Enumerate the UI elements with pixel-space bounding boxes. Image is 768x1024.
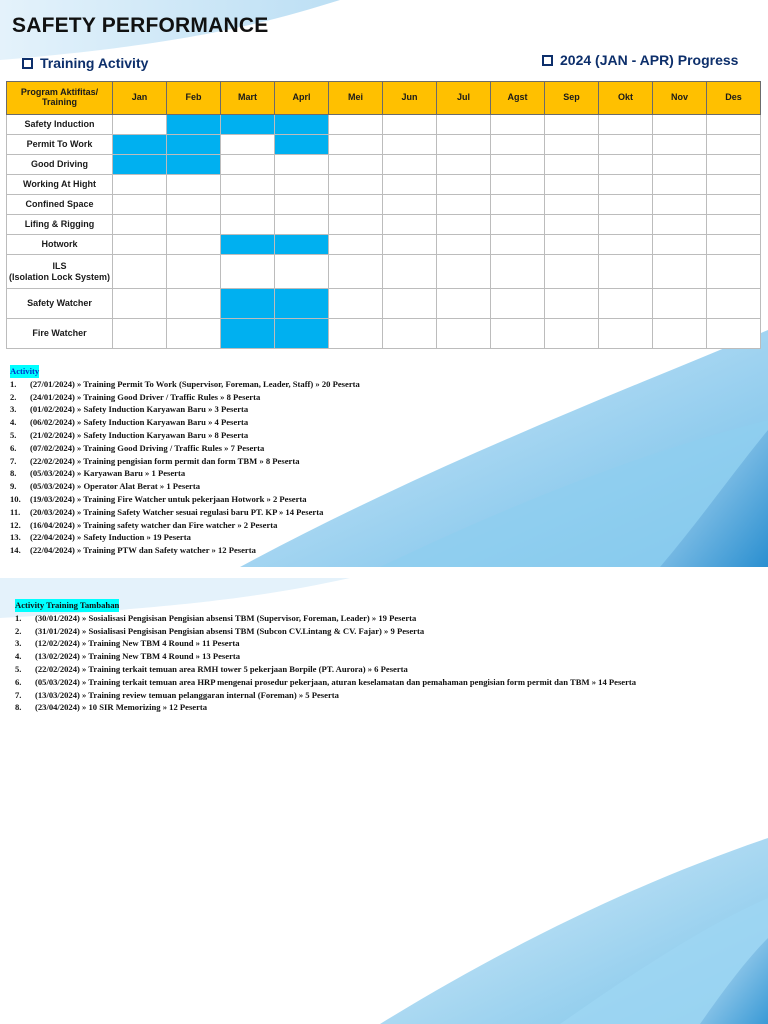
schedule-cell xyxy=(599,195,653,215)
row-label: Working At Hight xyxy=(7,175,113,195)
schedule-cell xyxy=(707,215,761,235)
schedule-cell xyxy=(221,115,275,135)
schedule-cell xyxy=(491,215,545,235)
activity-heading: Activity xyxy=(10,366,40,376)
activity-list xyxy=(10,365,750,557)
schedule-cell xyxy=(653,115,707,135)
list-item: 14. (22/04/2024) » Training PTW dan Safety watcher » 12 Peserta xyxy=(10,545,256,556)
page-title: SAFETY PERFORMANCE xyxy=(12,14,269,37)
schedule-cell xyxy=(653,155,707,175)
schedule-cell xyxy=(167,319,221,349)
list-item: 8. (05/03/2024) » Karyawan Baru » 1 Peserta xyxy=(10,468,186,479)
list-item: 6. (07/02/2024) » Training Good Driving / Traffic Rules » 7 Peserta xyxy=(10,442,265,453)
schedule-cell xyxy=(113,195,167,215)
schedule-cell xyxy=(383,255,437,289)
schedule-cell xyxy=(329,215,383,235)
schedule-cell xyxy=(167,215,221,235)
schedule-cell xyxy=(221,155,275,175)
row-label: ILS (Isolation Lock System) xyxy=(7,255,113,289)
schedule-cell xyxy=(599,235,653,255)
table-row xyxy=(7,175,761,195)
row-label: Good Driving xyxy=(7,155,113,175)
schedule-cell xyxy=(707,155,761,175)
schedule-cell xyxy=(491,155,545,175)
schedule-cell xyxy=(437,215,491,235)
schedule-cell xyxy=(221,215,275,235)
schedule-cell xyxy=(275,235,329,255)
schedule-cell xyxy=(437,155,491,175)
schedule-cell xyxy=(275,319,329,349)
schedule-cell xyxy=(167,175,221,195)
schedule-cell xyxy=(545,289,599,319)
list-item: 11. (20/03/2024) » Training Safety Watcher sesuai regulasi baru PT. KP » 14 Peserta xyxy=(10,506,324,517)
schedule-cell xyxy=(545,235,599,255)
schedule-cell xyxy=(707,255,761,289)
schedule-cell xyxy=(113,175,167,195)
month-header-des: Des xyxy=(707,82,761,115)
list-item: 2. (31/01/2024) » Sosialisasi Pengisisan Pengisian absensi TBM (Subcon CV.Lintang & CV. Fajar) » 9 Peserta xyxy=(15,625,425,636)
table-header-row xyxy=(7,82,761,115)
list-item: 10. (19/03/2024) » Training Fire Watcher untuk pekerjaan Hotwork » 2 Peserta xyxy=(10,493,307,504)
schedule-cell xyxy=(275,289,329,319)
table-row xyxy=(7,195,761,215)
schedule-cell xyxy=(599,175,653,195)
schedule-cell xyxy=(437,135,491,155)
schedule-cell xyxy=(329,175,383,195)
additional-activity-heading: Activity Training Tambahan xyxy=(15,600,120,610)
schedule-cell xyxy=(437,255,491,289)
schedule-cell xyxy=(491,255,545,289)
schedule-cell xyxy=(275,155,329,175)
schedule-cell xyxy=(545,195,599,215)
schedule-cell xyxy=(599,115,653,135)
list-item: 3. (01/02/2024) » Safety Induction Karyawan Baru » 3 Peserta xyxy=(10,404,249,415)
additional-activity-list xyxy=(15,599,750,714)
schedule-cell xyxy=(653,255,707,289)
schedule-cell xyxy=(383,155,437,175)
list-item: 9. (05/03/2024) » Operator Alat Berat » 1 Peserta xyxy=(10,481,201,492)
schedule-cell xyxy=(221,195,275,215)
schedule-cell xyxy=(275,115,329,135)
row-label: Safety Induction xyxy=(7,115,113,135)
row-label: Confined Space xyxy=(7,195,113,215)
table-row xyxy=(7,319,761,349)
schedule-cell xyxy=(167,235,221,255)
row-label: Fire Watcher xyxy=(7,319,113,349)
progress-heading xyxy=(542,52,738,68)
checkbox-bullet-icon xyxy=(542,55,553,66)
row-label: Safety Watcher xyxy=(7,289,113,319)
schedule-cell xyxy=(167,135,221,155)
schedule-cell xyxy=(491,175,545,195)
schedule-cell xyxy=(329,235,383,255)
schedule-cell xyxy=(653,319,707,349)
list-item: 1. (27/01/2024) » Training Permit To Work (Supervisor, Foreman, Leader, Staff) » 20 Peserta xyxy=(10,378,360,389)
schedule-cell xyxy=(221,289,275,319)
list-item: 1. (30/01/2024) » Sosialisasi Pengisisan Pengisian absensi TBM (Supervisor, Foreman, Leader) » 19 Peserta xyxy=(15,612,417,623)
list-item: 4. (13/02/2024) » Training New TBM 4 Round » 13 Peserta xyxy=(15,651,241,662)
list-item: 7. (22/02/2024) » Training pengisian form permit dan form TBM » 8 Peserta xyxy=(10,455,300,466)
list-item: 4. (06/02/2024) » Safety Induction Karyawan Baru » 4 Peserta xyxy=(10,417,249,428)
month-header-aprl: Aprl xyxy=(275,82,329,115)
schedule-cell xyxy=(329,319,383,349)
schedule-cell xyxy=(383,115,437,135)
row-label: Permit To Work xyxy=(7,135,113,155)
schedule-cell xyxy=(437,289,491,319)
schedule-cell xyxy=(383,195,437,215)
row-label: Lifing & Rigging xyxy=(7,215,113,235)
schedule-cell xyxy=(545,175,599,195)
schedule-cell xyxy=(383,215,437,235)
schedule-cell xyxy=(437,175,491,195)
list-item: 8. (23/04/2024) » 10 SIR Memorizing » 12 Peserta xyxy=(15,702,208,713)
list-item: 3. (12/02/2024) » Training New TBM 4 Round » 11 Peserta xyxy=(15,638,240,649)
schedule-cell xyxy=(545,215,599,235)
schedule-cell xyxy=(707,195,761,215)
schedule-cell xyxy=(707,289,761,319)
schedule-cell xyxy=(653,175,707,195)
schedule-cell xyxy=(491,289,545,319)
schedule-cell xyxy=(113,135,167,155)
list-item: 7. (13/03/2024) » Training review temuan pelanggaran internal (Foreman) » 5 Peserta xyxy=(15,689,339,700)
schedule-cell xyxy=(491,319,545,349)
schedule-cell xyxy=(653,135,707,155)
schedule-cell xyxy=(545,155,599,175)
month-header-sep: Sep xyxy=(545,82,599,115)
list-item: 2. (24/01/2024) » Training Good Driver / Traffic Rules » 8 Peserta xyxy=(10,391,261,402)
schedule-cell xyxy=(653,195,707,215)
month-header-okt: Okt xyxy=(599,82,653,115)
schedule-cell xyxy=(491,195,545,215)
schedule-cell xyxy=(545,319,599,349)
schedule-cell xyxy=(275,255,329,289)
training-schedule-table xyxy=(6,81,761,349)
schedule-cell xyxy=(221,135,275,155)
schedule-cell xyxy=(599,319,653,349)
schedule-cell xyxy=(491,115,545,135)
schedule-cell xyxy=(491,235,545,255)
list-item: 6. (05/03/2024) » Training terkait temuan area HRP mengenai prosedur pekerjaan, aturan keselamatan dan pemahaman pengisian form permit dan TBM » 14 Peserta xyxy=(15,676,637,687)
schedule-cell xyxy=(599,255,653,289)
table-row xyxy=(7,255,761,289)
schedule-cell xyxy=(383,135,437,155)
schedule-cell xyxy=(113,289,167,319)
schedule-cell xyxy=(707,235,761,255)
month-header-nov: Nov xyxy=(653,82,707,115)
schedule-cell xyxy=(599,215,653,235)
month-header-feb: Feb xyxy=(167,82,221,115)
progress-label: 2024 (JAN - APR) Progress xyxy=(560,52,739,68)
schedule-cell xyxy=(113,255,167,289)
schedule-cell xyxy=(437,235,491,255)
table-row xyxy=(7,155,761,175)
schedule-cell xyxy=(707,115,761,135)
row-label: Hotwork xyxy=(7,235,113,255)
schedule-cell xyxy=(491,135,545,155)
schedule-cell xyxy=(275,195,329,215)
schedule-cell xyxy=(167,115,221,135)
training-activity-label: Training Activity xyxy=(40,55,149,71)
table-row xyxy=(7,215,761,235)
list-item: 5. (22/02/2024) » Training terkait temuan area RMH tower 5 pekerjaan Borpile (PT. Aurora) » 6 Peserta xyxy=(15,663,408,674)
schedule-cell xyxy=(329,115,383,135)
table-row xyxy=(7,135,761,155)
schedule-cell xyxy=(383,289,437,319)
month-header-agst: Agst xyxy=(491,82,545,115)
month-header-jun: Jun xyxy=(383,82,437,115)
corner-header: Program Aktifitas/ Training xyxy=(7,82,113,115)
schedule-cell xyxy=(113,215,167,235)
schedule-cell xyxy=(329,135,383,155)
list-item: 13. (22/04/2024) » Safety Induction » 19 Peserta xyxy=(10,532,191,543)
schedule-cell xyxy=(599,289,653,319)
schedule-cell xyxy=(221,175,275,195)
schedule-cell xyxy=(545,135,599,155)
schedule-cell xyxy=(383,235,437,255)
schedule-cell xyxy=(275,175,329,195)
table-row xyxy=(7,115,761,135)
month-header-mei: Mei xyxy=(329,82,383,115)
month-header-mart: Mart xyxy=(221,82,275,115)
schedule-cell xyxy=(167,289,221,319)
table-row xyxy=(7,289,761,319)
schedule-cell xyxy=(707,175,761,195)
schedule-cell xyxy=(167,195,221,215)
schedule-cell xyxy=(329,289,383,319)
schedule-cell xyxy=(221,235,275,255)
table-row xyxy=(7,235,761,255)
schedule-cell xyxy=(599,135,653,155)
list-item: 12. (16/04/2024) » Training safety watcher dan Fire watcher » 2 Peserta xyxy=(10,519,278,530)
schedule-cell xyxy=(653,289,707,319)
schedule-cell xyxy=(275,135,329,155)
schedule-cell xyxy=(653,235,707,255)
schedule-cell xyxy=(437,195,491,215)
schedule-cell xyxy=(221,255,275,289)
schedule-cell xyxy=(221,319,275,349)
schedule-cell xyxy=(275,215,329,235)
checkbox-bullet-icon xyxy=(22,58,33,69)
schedule-cell xyxy=(113,319,167,349)
schedule-cell xyxy=(113,115,167,135)
schedule-cell xyxy=(383,175,437,195)
schedule-cell xyxy=(113,235,167,255)
schedule-cell xyxy=(707,135,761,155)
schedule-cell xyxy=(545,115,599,135)
schedule-cell xyxy=(167,155,221,175)
schedule-cell xyxy=(653,215,707,235)
schedule-cell xyxy=(329,195,383,215)
schedule-cell xyxy=(329,155,383,175)
schedule-cell xyxy=(167,255,221,289)
list-item: 5. (21/02/2024) » Safety Induction Karyawan Baru » 8 Peserta xyxy=(10,429,249,440)
schedule-cell xyxy=(383,319,437,349)
schedule-cell xyxy=(707,319,761,349)
schedule-cell xyxy=(437,319,491,349)
schedule-cell xyxy=(329,255,383,289)
schedule-cell xyxy=(545,255,599,289)
schedule-cell xyxy=(599,155,653,175)
month-header-jul: Jul xyxy=(437,82,491,115)
training-activity-heading xyxy=(22,55,148,71)
month-header-jan: Jan xyxy=(113,82,167,115)
schedule-cell xyxy=(113,155,167,175)
schedule-cell xyxy=(437,115,491,135)
